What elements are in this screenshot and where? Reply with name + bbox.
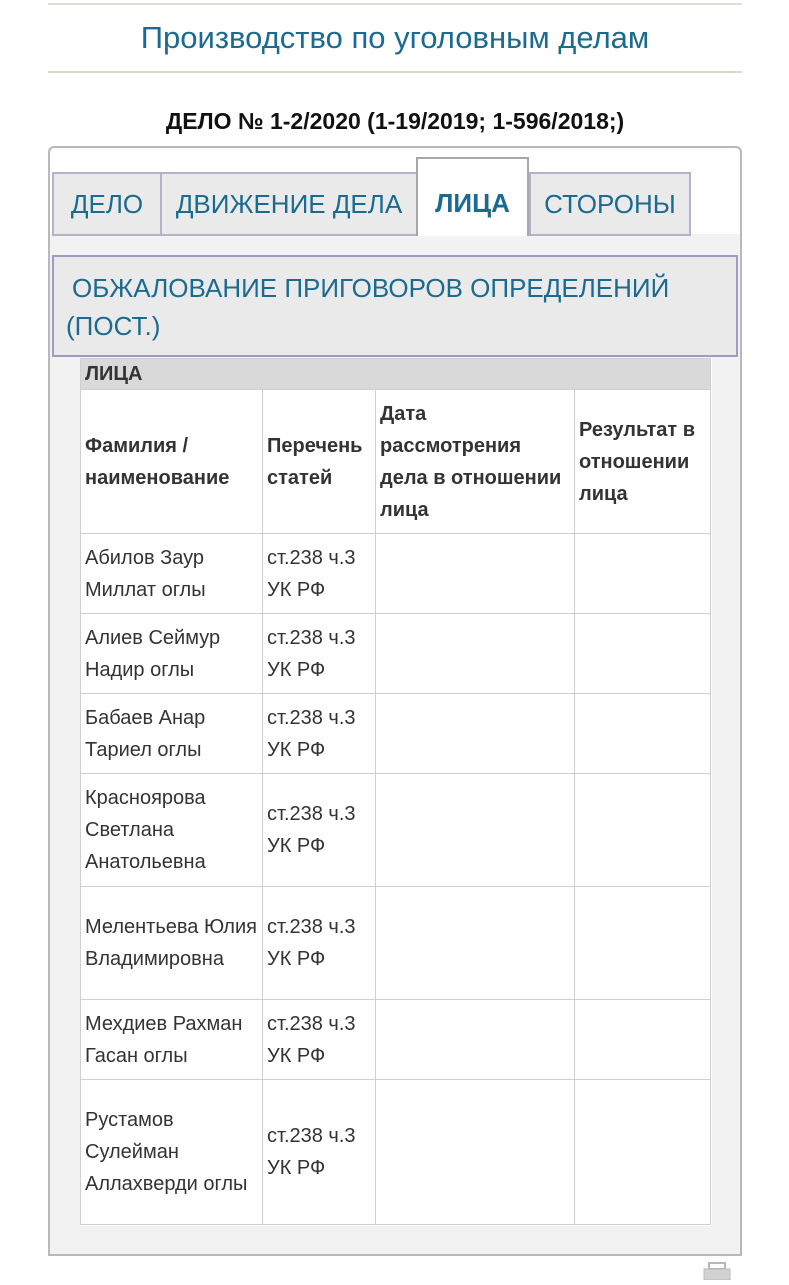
table-caption: ЛИЦА: [81, 359, 711, 390]
person-name: Бабаев Анар Тариел оглы: [81, 694, 263, 774]
person-result: [575, 1080, 711, 1225]
table-row: [81, 694, 711, 774]
case-panel: [48, 146, 742, 1256]
person-articles: ст.238 ч.3 УК РФ: [263, 887, 376, 1000]
tab-parties[interactable]: [529, 172, 691, 236]
person-name: Алиев Сеймур Надир оглы: [81, 614, 263, 694]
tab-appeals-label-line2: (ПОСТ.): [66, 311, 161, 341]
person-articles: ст.238 ч.3 УК РФ: [263, 534, 376, 614]
person-result: [575, 887, 711, 1000]
person-name: Красноярова Светлана Анатольевна: [81, 774, 263, 887]
persons-table: [80, 358, 711, 1225]
column-header-result: Результат в отношении лица: [575, 390, 711, 534]
tab-case[interactable]: [52, 172, 162, 236]
person-articles: ст.238 ч.3 УК РФ: [263, 614, 376, 694]
person-result: [575, 534, 711, 614]
person-date: [376, 887, 575, 1000]
person-articles: ст.238 ч.3 УК РФ: [263, 774, 376, 887]
tab-parties-label: СТОРОНЫ: [544, 189, 676, 219]
person-date: [376, 1080, 575, 1225]
table-row: [81, 1080, 711, 1225]
table-row: [81, 774, 711, 887]
person-result: [575, 694, 711, 774]
person-name: Мехдиев Рахман Гасан оглы: [81, 1000, 263, 1080]
case-number-heading: ДЕЛО № 1-2/2020 (1-19/2019; 1-596/2018;): [165, 108, 625, 134]
person-result: [575, 1000, 711, 1080]
column-header-articles: Перечень статей: [263, 390, 376, 534]
person-date: [376, 1000, 575, 1080]
person-date: [376, 694, 575, 774]
tab-case-label: ДЕЛО: [70, 189, 144, 219]
table-row: [81, 1000, 711, 1080]
table-row: [81, 534, 711, 614]
person-articles: ст.238 ч.3 УК РФ: [263, 694, 376, 774]
page-title: Производство по уголовным делам: [140, 20, 650, 55]
table-row: [81, 887, 711, 1000]
person-name: Рустамов Сулейман Аллахверди оглы: [81, 1080, 263, 1225]
tab-bar: [50, 148, 740, 234]
tab-persons[interactable]: [416, 157, 529, 236]
person-result: [575, 774, 711, 887]
person-articles: ст.238 ч.3 УК РФ: [263, 1000, 376, 1080]
tab-case-movement-label: ДВИЖЕНИЕ ДЕЛА: [175, 189, 403, 219]
tab-case-movement[interactable]: [160, 172, 418, 236]
tab-appeals[interactable]: [52, 255, 738, 357]
print-icon[interactable]: [703, 1262, 731, 1280]
person-name: Абилов Заур Миллат оглы: [81, 534, 263, 614]
person-date: [376, 534, 575, 614]
tab-appeals-label-line1: ОБЖАЛОВАНИЕ ПРИГОВОРОВ ОПРЕДЕЛЕНИЙ: [72, 273, 670, 303]
column-header-date: Дата рассмотрения дела в отношении лица: [376, 390, 575, 534]
column-header-name: Фамилия / наименование: [81, 390, 263, 534]
persons-table-container: [80, 358, 712, 1226]
person-date: [376, 614, 575, 694]
person-name: Мелентьева Юлия Владимировна: [81, 887, 263, 1000]
person-date: [376, 774, 575, 887]
person-articles: ст.238 ч.3 УК РФ: [263, 1080, 376, 1225]
person-result: [575, 614, 711, 694]
top-divider: [48, 3, 742, 5]
title-divider: [48, 71, 742, 73]
tab-persons-label: ЛИЦА: [435, 188, 510, 218]
table-row: [81, 614, 711, 694]
